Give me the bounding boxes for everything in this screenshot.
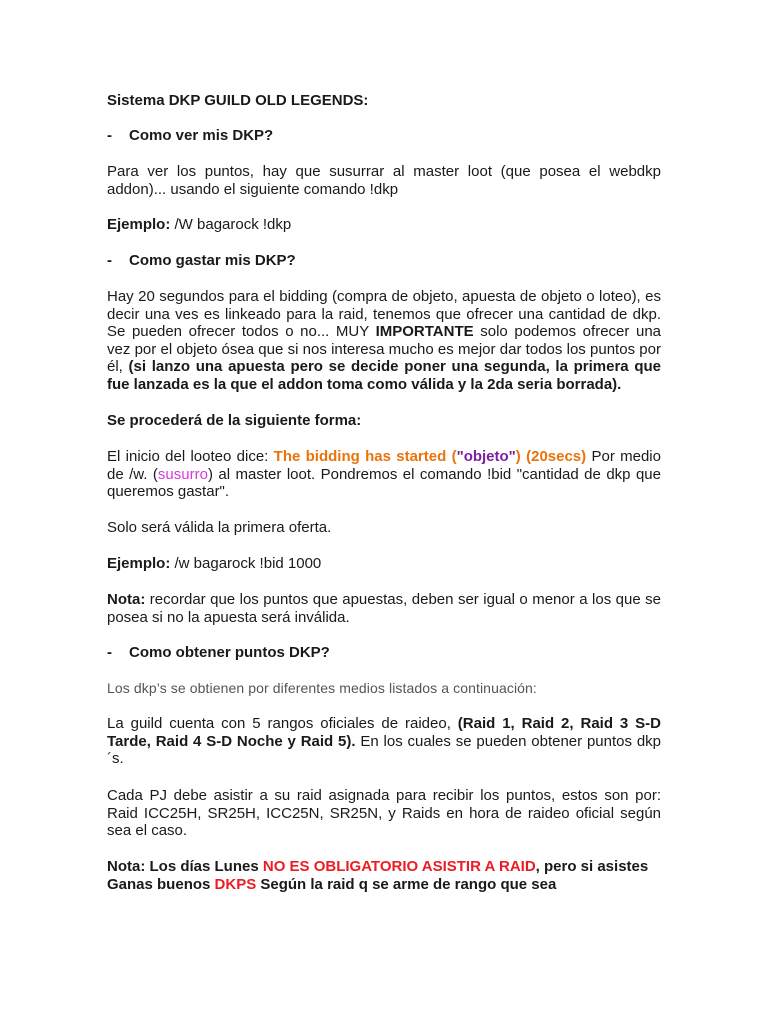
raid-ranks-list: (Raid 1, Raid 2, Raid 3 S-D Tarde, Raid 4 S-D Noche y Raid 5).: [107, 715, 661, 750]
example-dkp: [107, 216, 661, 234]
section-heading-ver-dkp: [107, 127, 661, 145]
example-label: Ejemplo:: [107, 555, 171, 572]
red-warning: NO ES OBLIGATORIO ASISTIR A RAID: [262, 858, 536, 875]
text-run: En los cuales se pueden obtener puntos dkp´s.: [107, 732, 662, 767]
paragraph-ver-dkp: Para ver los puntos, hay que susurrar al master loot (que posea el webdkp addon)... usando el siguiente comando !dkp: [107, 163, 661, 198]
heading-text: Como ver mis DKP?: [129, 127, 274, 144]
bidding-time: ) (20secs): [515, 448, 587, 465]
heading-dash: -: [107, 127, 112, 144]
heading-text: Como obtener puntos DKP?: [129, 644, 330, 661]
note-label: Nota:: [107, 591, 146, 608]
text-run: Por medio de /w. (: [107, 448, 661, 483]
text-run: , pero si asistes Ganas buenos: [107, 858, 649, 893]
text-run: ) al master loot. Pondremos el comando !bid "cantidad de dkp que queremos gastar".: [107, 465, 661, 500]
example-label: Ejemplo:: [107, 216, 171, 233]
text-run: El inicio del looteo dice:: [107, 448, 274, 465]
heading-dash: -: [107, 252, 112, 269]
example-command: /W bagarock !dkp: [170, 216, 292, 233]
first-offer-note: Solo será válida la primera oferta.: [107, 519, 332, 536]
dkp-sources-intro: Los dkp’s se obtienen por diferentes medios listados a continuación:: [107, 680, 537, 696]
bold-note: (si lanzo una apuesta pero se decide poner una segunda, la primera que fue lanzada es la que el addon toma como válida y la 2da seria borrada).: [107, 358, 661, 393]
paragraph-pj-attendance: Cada PJ debe asistir a su raid asignada para recibir los puntos, estos son por: Raid ICC25H, SR25H, ICC25N, SR25N, y Raids en hora de raideo oficial según sea el caso.: [107, 787, 661, 839]
example-bid: [107, 555, 661, 573]
note-text: recordar que los puntos que apuestas, deben ser igual o menor a los que se posea si no la apuesta será inválida.: [107, 591, 661, 626]
bidding-message: The bidding has started (: [273, 448, 457, 465]
red-dkps: DKPS: [214, 875, 257, 893]
procedure-heading: Se procederá de la siguiente forma:: [107, 412, 362, 429]
document-title: Sistema DKP GUILD OLD LEGENDS:: [107, 92, 369, 109]
note-bid-limit: [107, 591, 661, 626]
paragraph-loot-start: [107, 448, 661, 501]
note-monday-raids: [107, 858, 661, 893]
paragraph-bidding-rules: [107, 288, 661, 393]
section-heading-obtener-dkp: [107, 644, 661, 662]
text-run: Nota: Los días Lunes: [107, 858, 263, 875]
section-heading-gastar-dkp: [107, 252, 661, 270]
paragraph-raid-ranks: [107, 715, 661, 768]
heading-dash: -: [107, 644, 112, 661]
text-run: solo podemos ofrecer una vez por el objeto ósea que si nos interesa mucho es mejor dar todos los puntos por él,: [107, 323, 661, 375]
text-run: Hay 20 segundos para el bidding (compra de objeto, apuesta de objeto o loteo), es decir una ves es linkeado para la raid, tenemos que ofrecer una cantidad de dkp. Se pueden ofrecer todos o no... MUY: [107, 288, 661, 340]
important-text: IMPORTANTE: [375, 323, 474, 340]
object-placeholder: "objeto": [456, 448, 516, 465]
text-run: Según la raid q se arme de rango que sea: [256, 875, 557, 893]
heading-text: Como gastar mis DKP?: [129, 252, 296, 269]
example-command: /w bagarock !bid 1000: [170, 555, 322, 572]
whisper-word: susurro: [157, 465, 208, 483]
text-run: La guild cuenta con 5 rangos oficiales de raideo,: [107, 715, 458, 732]
